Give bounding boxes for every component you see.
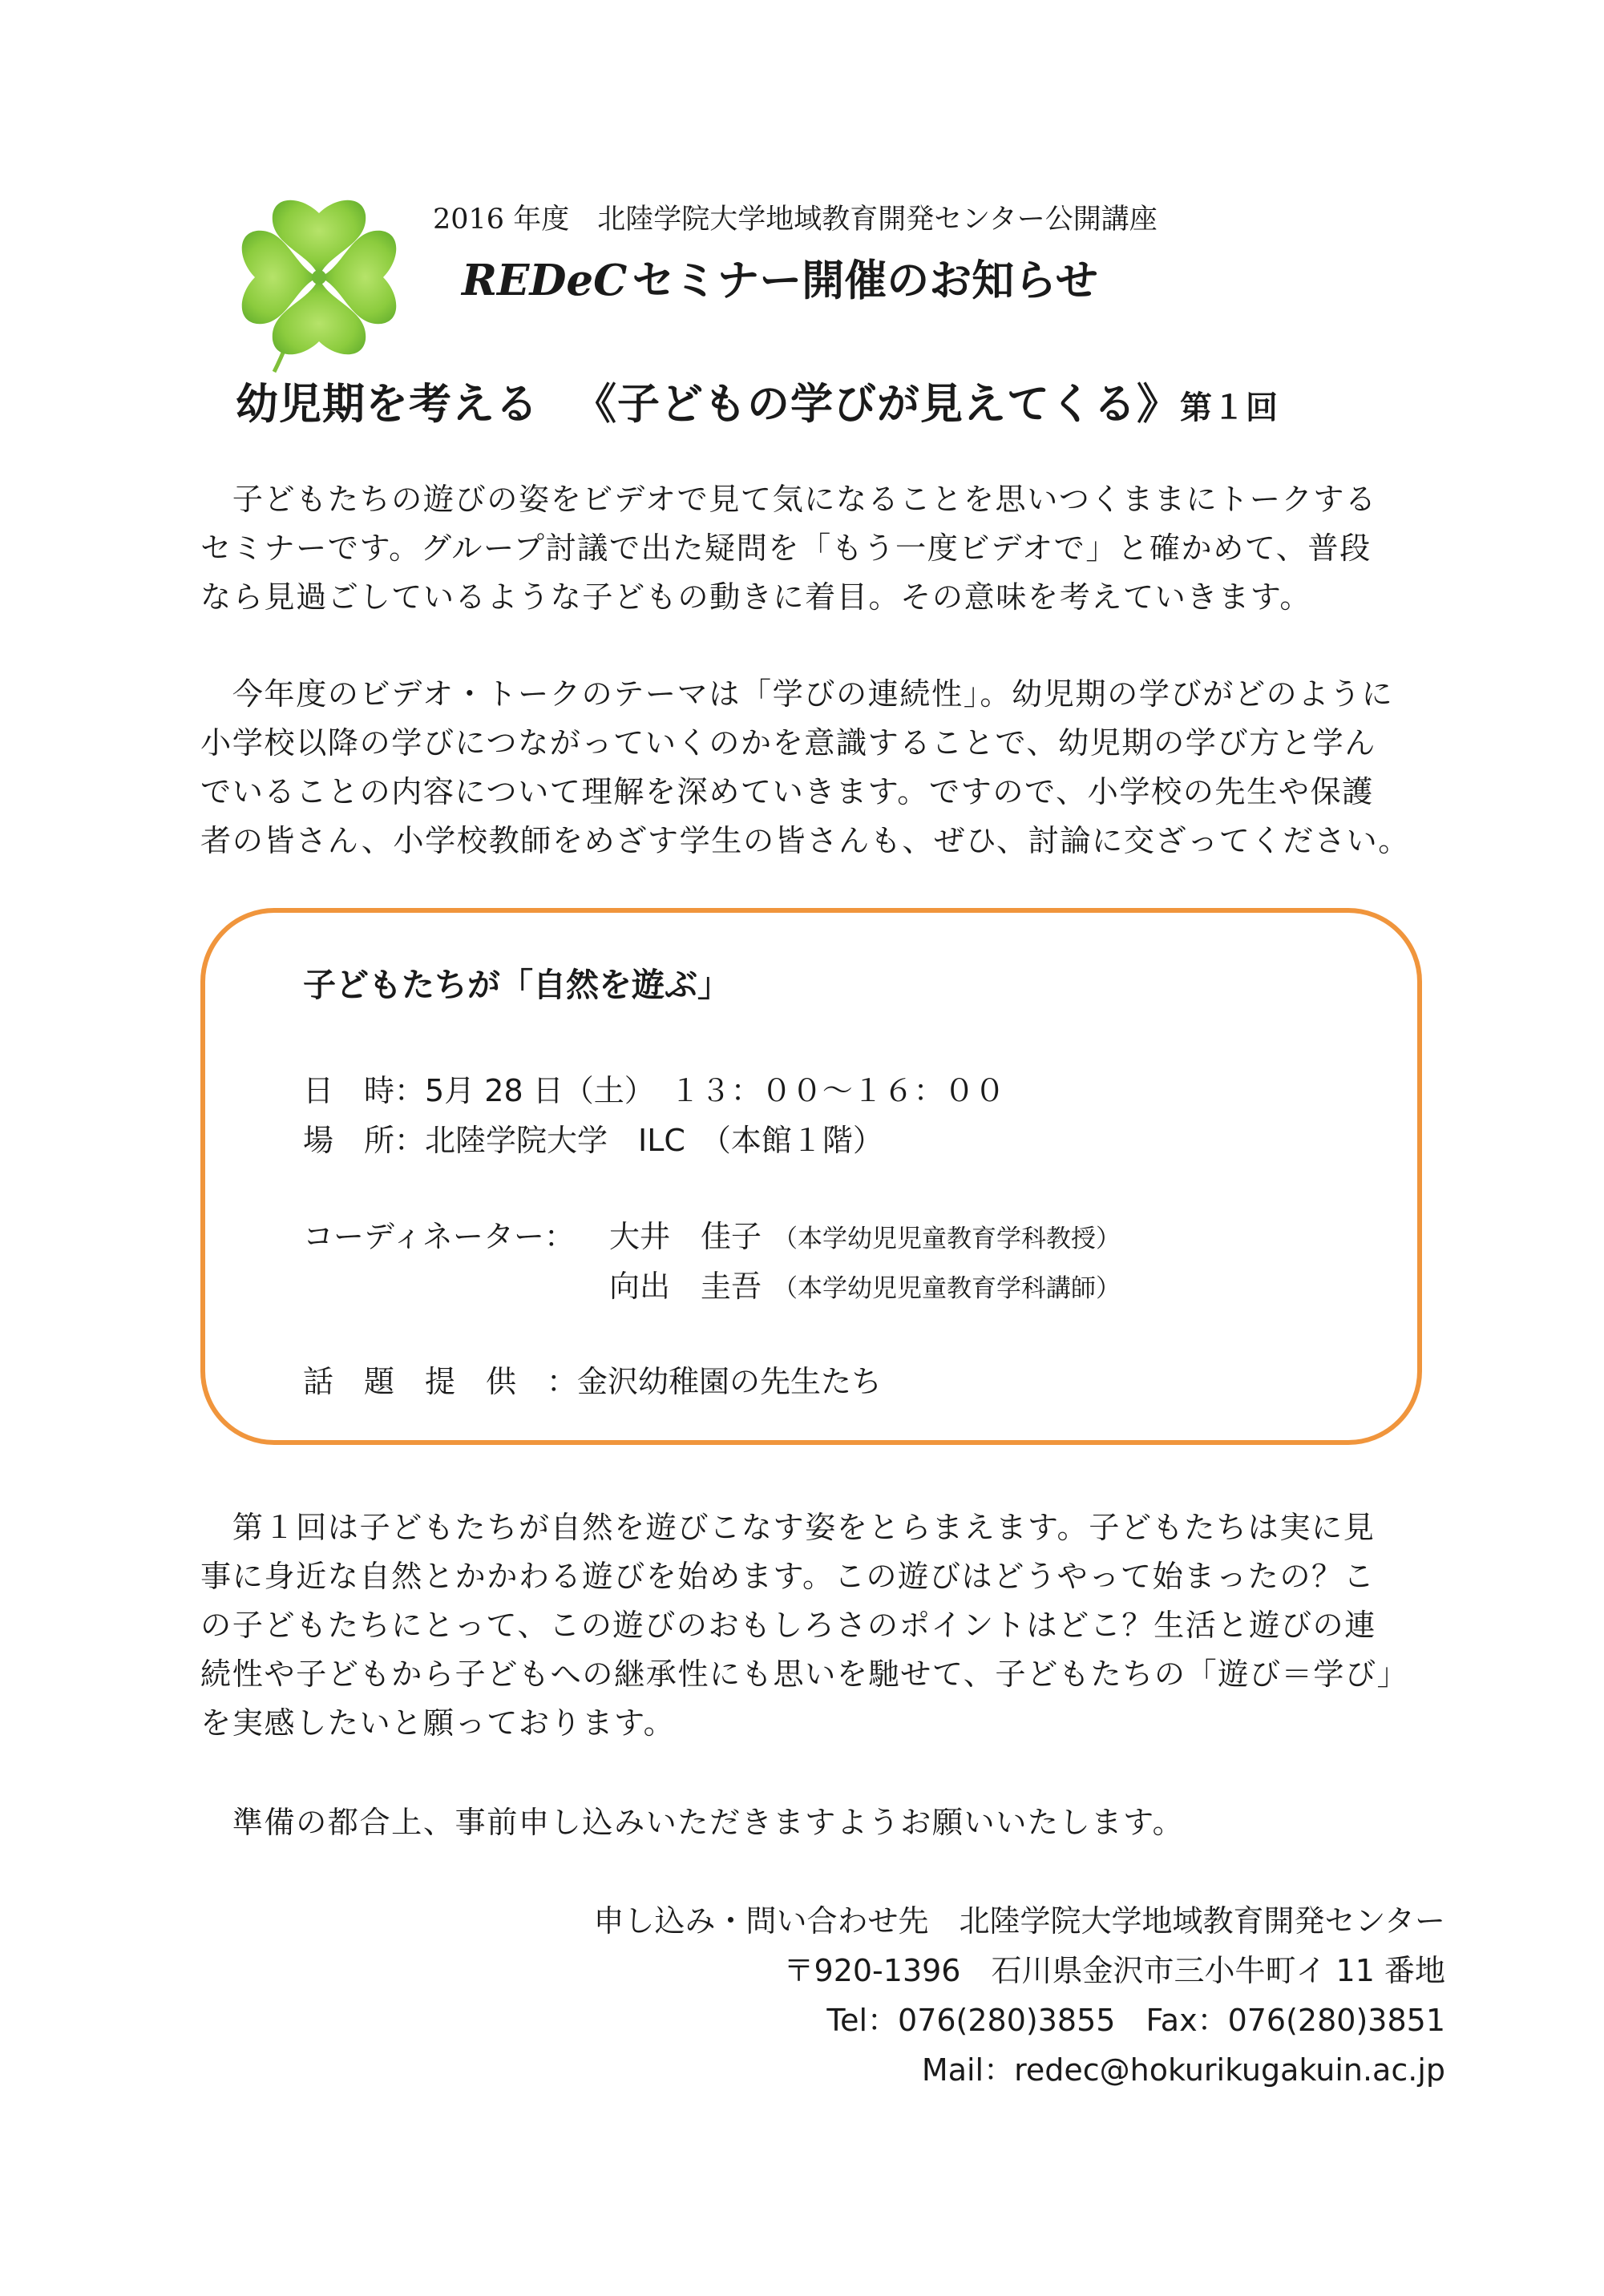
paragraph-line: 準備の都合上、事前申し込みいただきますようお願いいたします。 xyxy=(200,1806,1185,1841)
event-title: 子どもたちが「自然を遊ぶ」 xyxy=(303,966,730,1004)
paragraph-line: を実感したいと願っております。 xyxy=(200,1706,676,1741)
topic-provider-row xyxy=(303,1357,882,1401)
paragraph-line: なら見過ごしているような子どもの動きに着目。その意味を考えていきます。 xyxy=(200,580,1312,615)
place-value: 北陸学院大学 ILC （本館１階） xyxy=(425,1123,883,1158)
coordinator-role: （本学幼児児童教育学科教授） xyxy=(773,1225,1121,1253)
topic-value: 金沢幼稚園の先生たち xyxy=(577,1364,883,1399)
contact-heading: 申し込み・問い合わせ先 北陸学院大学地域教育開発センター xyxy=(593,1903,1445,1939)
paragraph-line: 子どもたちの遊びの姿をビデオで見て気になることを思いつくままにトークする xyxy=(200,482,1377,518)
main-heading-subtitle: 《子どもの学びが見えてくる》 xyxy=(574,380,1180,429)
paragraph-line: の子どもたちにとって、この遊びのおもしろさのポイントはどこ？生活と遊びの連 xyxy=(200,1608,1376,1644)
main-heading xyxy=(236,370,1279,431)
coordinator-row xyxy=(609,1212,1121,1256)
place-label: 場 所： xyxy=(303,1123,426,1158)
coordinator-role: （本学幼児児童教育学科講師） xyxy=(773,1274,1121,1303)
event-place-row xyxy=(303,1116,883,1160)
paragraph-line: 事に身近な自然とかかわる遊びを始めます。この遊びはどうやって始まったの？こ xyxy=(200,1560,1376,1595)
main-heading-theme: 幼児期を考える xyxy=(236,380,539,429)
clover-logo xyxy=(232,183,406,375)
session-number: 第１回 xyxy=(1180,389,1279,426)
paragraph-line: 小学校以降の学びにつながっていくのかを意識することで、幼児期の学び方と学ん xyxy=(200,726,1376,761)
session-paragraph xyxy=(200,1504,1409,1749)
intro-paragraph-1 xyxy=(200,476,1403,623)
event-date-row xyxy=(303,1066,1005,1110)
coordinator-row xyxy=(609,1261,1121,1305)
paragraph-line: セミナーです。グループ討議で出た疑問を「もう一度ビデオで」と確かめて、普段 xyxy=(200,531,1372,567)
event-series-subtitle: 2016 年度 北陸学院大学地域教育開発センター公開講座 xyxy=(433,204,1158,236)
contact-email[interactable]: Mail：redec@hokurikugakuin.ac.jp xyxy=(921,2052,1445,2088)
paragraph-line: 続性や子どもから子どもへの継承性にも思いを馳せて、子どもたちの「遊び＝学び」 xyxy=(200,1657,1409,1693)
redec-brand: REDeC xyxy=(462,256,628,305)
seminar-title xyxy=(462,247,1098,308)
seminar-title-text: セミナー開催のお知らせ xyxy=(632,256,1098,305)
paragraph-line: でいることの内容について理解を深めていきます。ですので、小学校の先生や保護 xyxy=(200,775,1374,810)
contact-address: 〒920-1396 石川県金沢市三小牛町イ 11 番地 xyxy=(783,1953,1445,1988)
date-label: 日 時： xyxy=(303,1073,426,1108)
date-value: 5月 28 日（土） １３：００～１６：００ xyxy=(425,1073,1005,1108)
topic-label: 話 題 提 供 ： xyxy=(303,1364,578,1399)
coordinator-name: 大井 佳子 xyxy=(609,1219,762,1254)
paragraph-line: 今年度のビデオ・トークのテーマは「学びの連続性」。幼児期の学びがどのように xyxy=(200,677,1394,712)
intro-paragraph-2 xyxy=(200,671,1410,866)
coordinator-name: 向出 圭吾 xyxy=(609,1269,762,1304)
coordinator-label: コーディネーター： xyxy=(303,1219,575,1254)
contact-phone-fax: Tel：076(280)3855 Fax：076(280)3851 xyxy=(826,2003,1445,2038)
paragraph-line: 第１回は子どもたちが自然を遊びこなす姿をとらまえます。子どもたちは実に見 xyxy=(200,1511,1376,1546)
paragraph-line: 者の皆さん、小学校教師をめざす学生の皆さんも、ぜひ、討論に交ざってください。 xyxy=(200,824,1410,859)
closing-paragraph xyxy=(200,1799,1403,1848)
